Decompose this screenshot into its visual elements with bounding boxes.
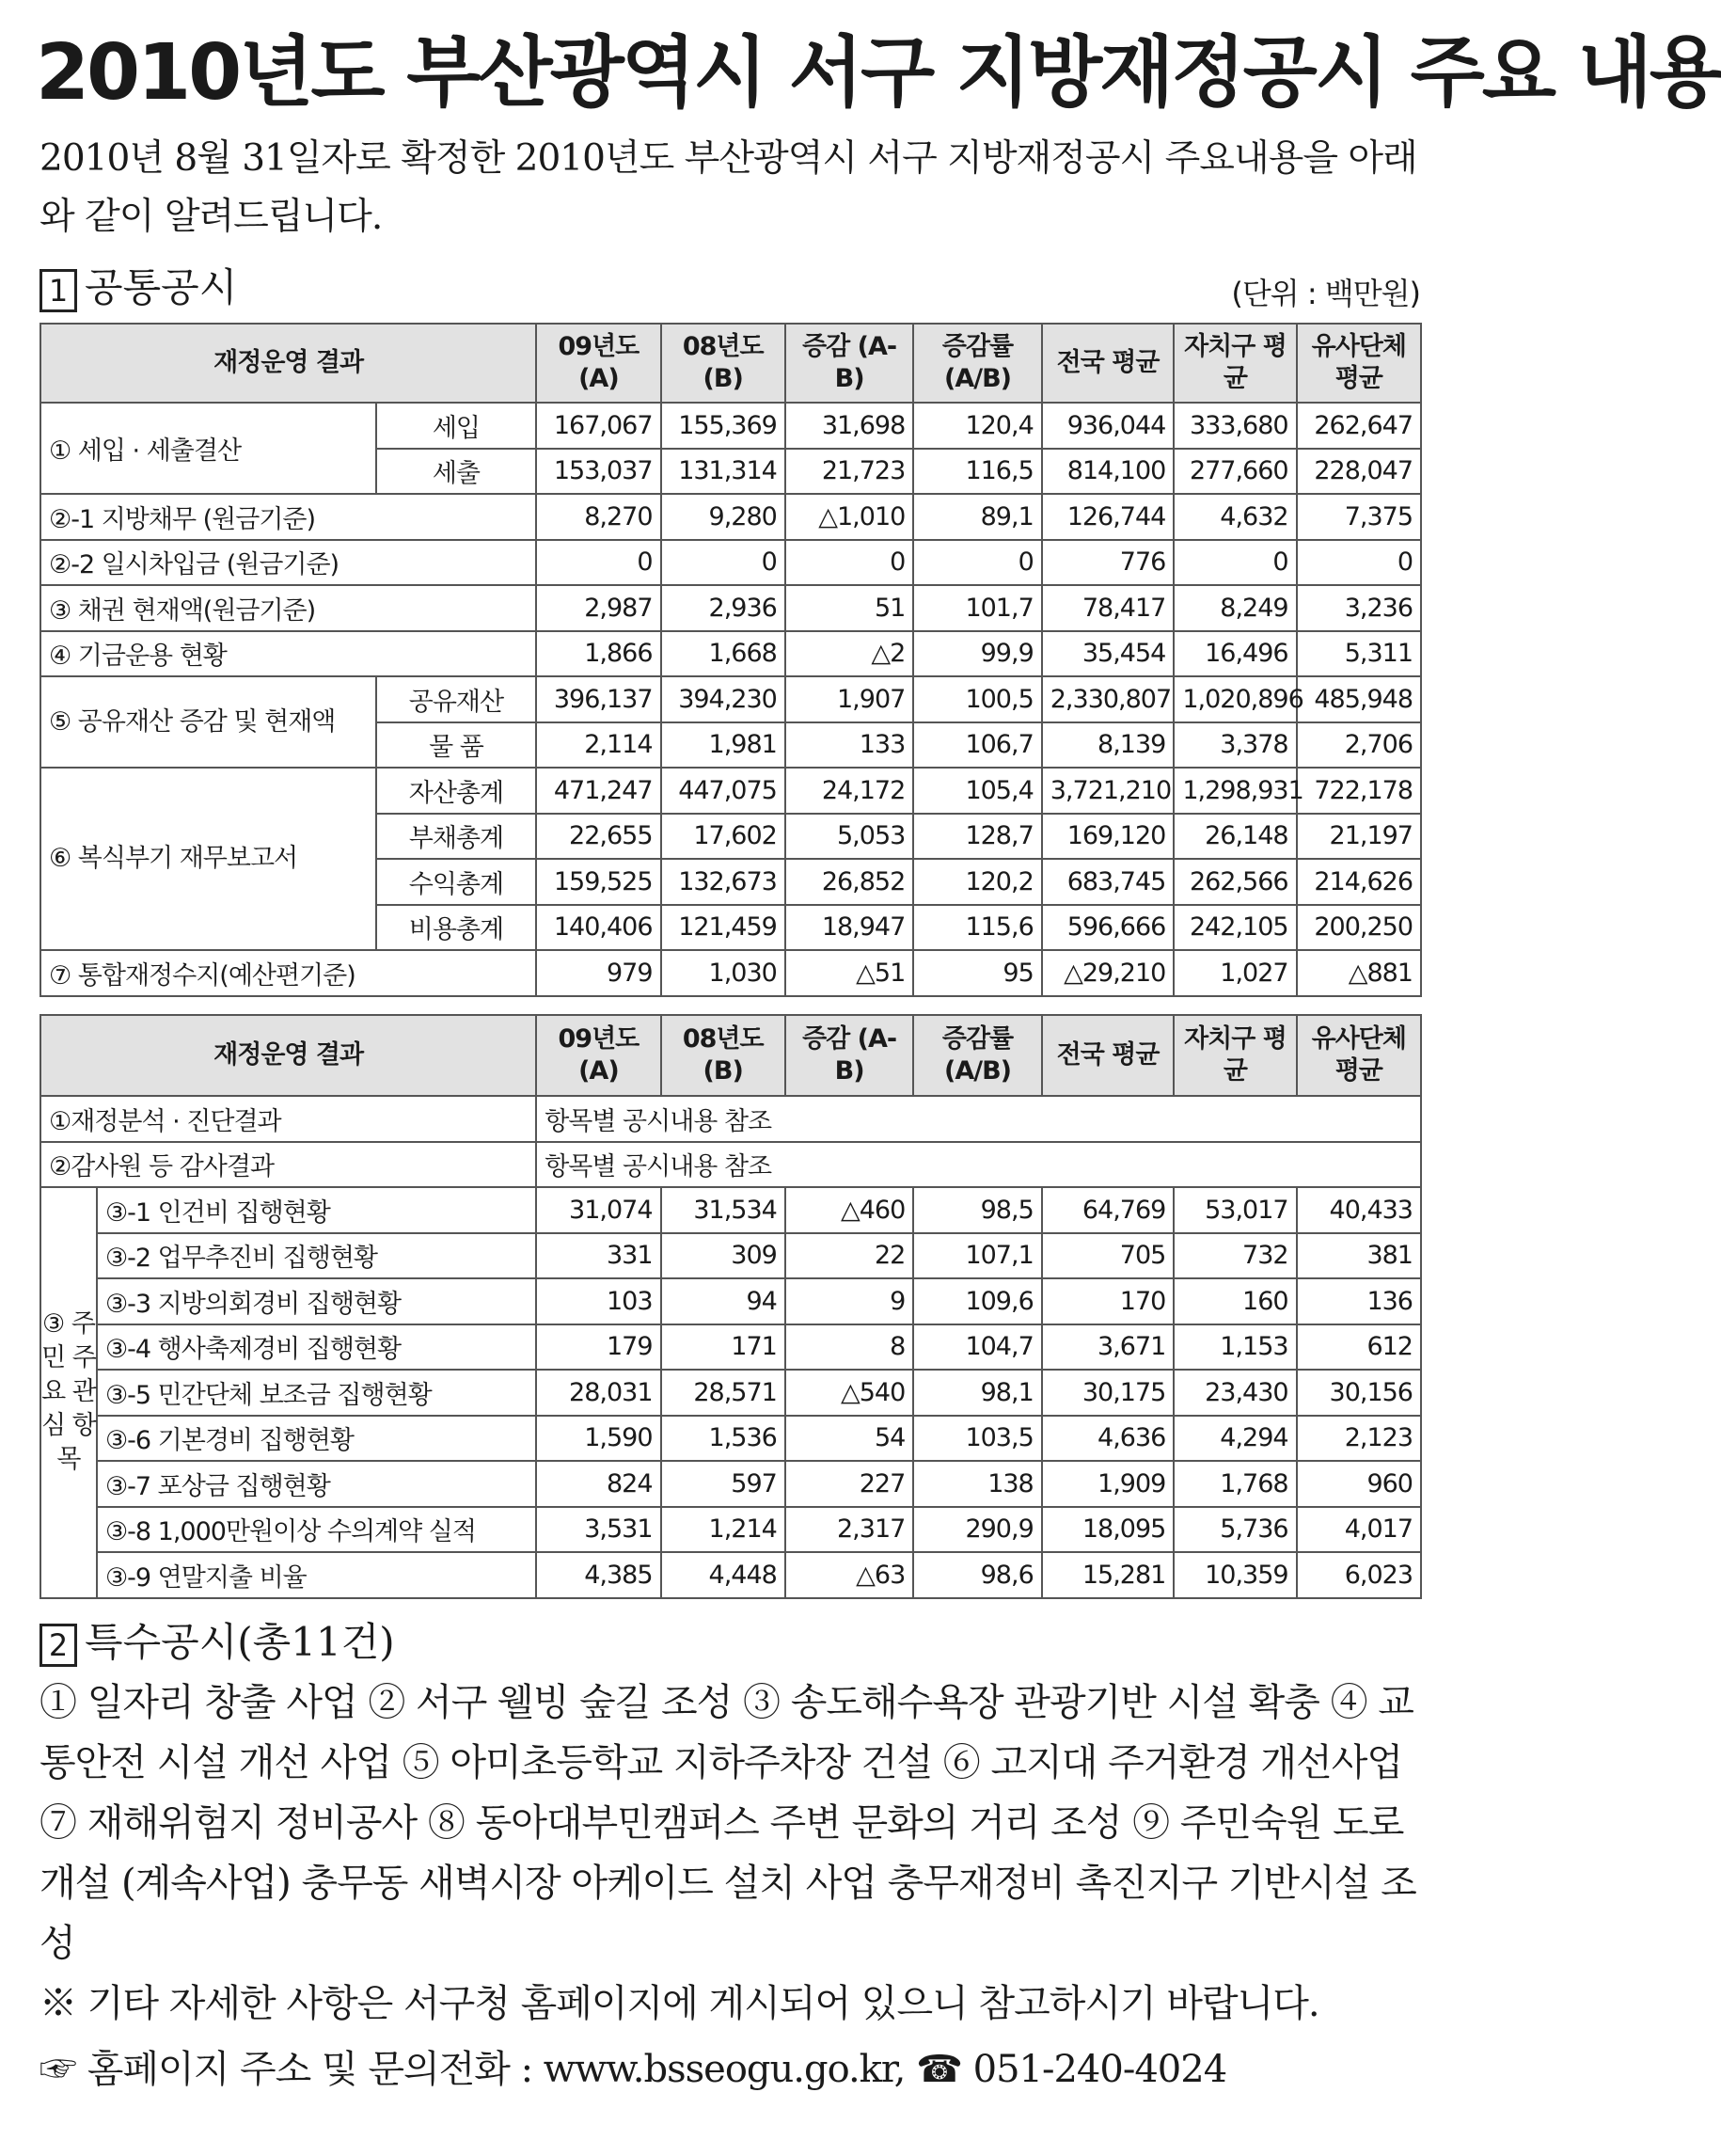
value-cell: 103 <box>536 1278 660 1324</box>
value-cell: 131,314 <box>661 449 785 495</box>
resident-interest-table <box>39 1014 1422 1599</box>
value-cell: 1,153 <box>1174 1324 1296 1371</box>
header-cell: 재정운영 결과 <box>40 1015 536 1096</box>
value-cell: 333,680 <box>1174 403 1296 449</box>
value-cell: 28,031 <box>536 1370 660 1416</box>
value-cell: 4,385 <box>536 1552 660 1598</box>
value-cell: 471,247 <box>536 768 660 814</box>
table-row <box>40 585 1421 631</box>
value-cell: 447,075 <box>661 768 785 814</box>
section1-label: 공통공시 <box>85 264 238 310</box>
value-cell: 596,666 <box>1042 905 1175 951</box>
value-cell: 277,660 <box>1174 449 1296 495</box>
value-cell: 21,723 <box>785 449 913 495</box>
value-cell: 115,6 <box>913 905 1041 951</box>
value-cell: 3,378 <box>1174 722 1296 769</box>
section1-heading <box>39 262 237 314</box>
value-cell: 3,531 <box>536 1507 660 1553</box>
value-cell: 95 <box>913 950 1041 996</box>
value-cell: 3,721,210 <box>1042 768 1175 814</box>
value-cell: 26,852 <box>785 859 913 905</box>
value-cell: △540 <box>785 1370 913 1416</box>
row-note: 항목별 공시내용 참조 <box>536 1142 1421 1188</box>
table-row <box>40 1507 1421 1553</box>
row-label: ③-8 1,000만원이상 수의계약 실적 <box>97 1507 536 1553</box>
header-cell: 증감 (A-B) <box>785 1015 913 1096</box>
value-cell: 979 <box>536 950 660 996</box>
row-label: ③-3 지방의회경비 집행현황 <box>97 1278 536 1324</box>
value-cell: 138 <box>913 1461 1041 1507</box>
value-cell: △29,210 <box>1042 950 1175 996</box>
value-cell: 1,027 <box>1174 950 1296 996</box>
table-row <box>40 1324 1421 1371</box>
row-sublabel: 부채총계 <box>376 814 537 860</box>
value-cell: 1,909 <box>1042 1461 1175 1507</box>
value-cell: 2,706 <box>1297 722 1421 769</box>
header-cell: 유사단체 평균 <box>1297 324 1421 403</box>
value-cell: 64,769 <box>1042 1187 1175 1233</box>
value-cell: 2,114 <box>536 722 660 769</box>
header-cell: 증감률 (A/B) <box>913 324 1041 403</box>
value-cell: 101,7 <box>913 585 1041 631</box>
value-cell: 1,907 <box>785 676 913 722</box>
table-row <box>40 1142 1421 1188</box>
value-cell: 5,311 <box>1297 631 1421 677</box>
value-cell: 94 <box>661 1278 785 1324</box>
value-cell: 136 <box>1297 1278 1421 1324</box>
value-cell: 169,120 <box>1042 814 1175 860</box>
row-sublabel: 자산총계 <box>376 768 537 814</box>
value-cell: 3,671 <box>1042 1324 1175 1371</box>
value-cell: 824 <box>536 1461 660 1507</box>
value-cell: 120,2 <box>913 859 1041 905</box>
value-cell: 23,430 <box>1174 1370 1296 1416</box>
row-label: ⑥ 복식부기 재무보고서 <box>40 768 376 950</box>
value-cell: 89,1 <box>913 494 1041 540</box>
header-cell: 전국 평균 <box>1042 324 1175 403</box>
value-cell: 2,330,807 <box>1042 676 1175 722</box>
value-cell: 1,030 <box>661 950 785 996</box>
value-cell: 776 <box>1042 540 1175 586</box>
value-cell: 126,744 <box>1042 494 1175 540</box>
row-label: ③-4 행사축제경비 집행현황 <box>97 1324 536 1371</box>
row-label: ③-6 기본경비 집행현황 <box>97 1416 536 1462</box>
value-cell: 107,1 <box>913 1233 1041 1279</box>
table-row <box>40 1187 1421 1233</box>
value-cell: 814,100 <box>1042 449 1175 495</box>
row-label: ⑤ 공유재산 증감 및 현재액 <box>40 676 376 768</box>
value-cell: 18,947 <box>785 905 913 951</box>
table-header-row <box>40 324 1421 403</box>
value-cell: 30,175 <box>1042 1370 1175 1416</box>
value-cell: 100,5 <box>913 676 1041 722</box>
value-cell: 132,673 <box>661 859 785 905</box>
value-cell: 51 <box>785 585 913 631</box>
value-cell: 1,020,896 <box>1174 676 1296 722</box>
value-cell: 16,496 <box>1174 631 1296 677</box>
value-cell: 167,067 <box>536 403 660 449</box>
table-row <box>40 1370 1421 1416</box>
row-sublabel: 세입 <box>376 403 537 449</box>
value-cell: 732 <box>1174 1233 1296 1279</box>
row-label: ②-2 일시차입금 (원금기준) <box>40 540 536 586</box>
value-cell: 1,298,931 <box>1174 768 1296 814</box>
value-cell: △63 <box>785 1552 913 1598</box>
value-cell: 2,936 <box>661 585 785 631</box>
value-cell: 133 <box>785 722 913 769</box>
value-cell: 28,571 <box>661 1370 785 1416</box>
value-cell: 103,5 <box>913 1416 1041 1462</box>
value-cell: 4,632 <box>1174 494 1296 540</box>
value-cell: 78,417 <box>1042 585 1175 631</box>
row-sublabel: 물 품 <box>376 722 537 769</box>
value-cell: 0 <box>913 540 1041 586</box>
group-label: ③ 주 민 주 요 관 심 항 목 <box>40 1187 97 1598</box>
header-cell: 전국 평균 <box>1042 1015 1175 1096</box>
value-cell: 105,4 <box>913 768 1041 814</box>
value-cell: 106,7 <box>913 722 1041 769</box>
value-cell: 26,148 <box>1174 814 1296 860</box>
value-cell: 6,023 <box>1297 1552 1421 1598</box>
value-cell: 2,987 <box>536 585 660 631</box>
value-cell: 228,047 <box>1297 449 1421 495</box>
value-cell: 1,768 <box>1174 1461 1296 1507</box>
value-cell: 170 <box>1042 1278 1175 1324</box>
value-cell: 1,214 <box>661 1507 785 1553</box>
value-cell: △2 <box>785 631 913 677</box>
value-cell: 4,017 <box>1297 1507 1421 1553</box>
value-cell: 8,139 <box>1042 722 1175 769</box>
value-cell: 35,454 <box>1042 631 1175 677</box>
value-cell: 612 <box>1297 1324 1421 1371</box>
value-cell: 140,406 <box>536 905 660 951</box>
common-disclosure-table <box>39 323 1422 997</box>
header-cell: 자치구 평균 <box>1174 1015 1296 1096</box>
section1-number: 1 <box>39 269 77 312</box>
row-note: 항목별 공시내용 참조 <box>536 1096 1421 1142</box>
row-label: ③-5 민간단체 보조금 집행현황 <box>97 1370 536 1416</box>
table-row <box>40 1461 1421 1507</box>
row-label: ① 세입 · 세출결산 <box>40 403 376 494</box>
row-label: ①재정분석 · 진단결과 <box>40 1096 536 1142</box>
special-disclosure-list: ① 일자리 창출 사업 ② 서구 웰빙 숲길 조성 ③ 송도해수욕장 관광기반 시설 확충 ④ 교통안전 시설 개선 사업 ⑤ 아미초등학교 지하주차장 건설 ⑥ 고지대 주거환경 개선사업 ⑦ 재해위험지 정비공사 ⑧ 동아대부민캠퍼스 주변 문화의 거리 조성 ⑨ 주민숙원 도로개설 (계속사업) 충무동 새벽시장 아케이드 설치 사업 충무재정비 촉진지구 기반시설 조성 <box>39 1681 1416 1965</box>
value-cell: 1,590 <box>536 1416 660 1462</box>
value-cell: 8 <box>785 1324 913 1371</box>
table-row <box>40 1233 1421 1279</box>
row-sublabel: 공유재산 <box>376 676 537 722</box>
value-cell: 159,525 <box>536 859 660 905</box>
table-row <box>40 403 1421 449</box>
table-row <box>40 1552 1421 1598</box>
row-label: ③-7 포상금 집행현황 <box>97 1461 536 1507</box>
row-label: ②감사원 등 감사결과 <box>40 1142 536 1188</box>
value-cell: 104,7 <box>913 1324 1041 1371</box>
header-cell: 재정운영 결과 <box>40 324 536 403</box>
value-cell: 7,375 <box>1297 494 1421 540</box>
value-cell: 128,7 <box>913 814 1041 860</box>
header-cell: 증감 (A-B) <box>785 324 913 403</box>
value-cell: 0 <box>1297 540 1421 586</box>
header-cell: 증감률 (A/B) <box>913 1015 1041 1096</box>
value-cell: 21,197 <box>1297 814 1421 860</box>
value-cell: △460 <box>785 1187 913 1233</box>
value-cell: 3,236 <box>1297 585 1421 631</box>
value-cell: 1,668 <box>661 631 785 677</box>
row-label: ④ 기금운용 현황 <box>40 631 536 677</box>
row-label: ③-2 업무추진비 집행현황 <box>97 1233 536 1279</box>
value-cell: 262,566 <box>1174 859 1296 905</box>
header-cell: 유사단체 평균 <box>1297 1015 1421 1096</box>
section2-heading <box>39 1616 395 1669</box>
contact-info: ☞ 홈페이지 주소 및 문의전화 : www.bsseogu.go.kr, ☎ 051-240-4024 <box>39 2048 1227 2091</box>
value-cell: 98,5 <box>913 1187 1041 1233</box>
value-cell: 290,9 <box>913 1507 1041 1553</box>
header-cell: 08년도 (B) <box>661 324 785 403</box>
row-label: ⑦ 통합재정수지(예산편기준) <box>40 950 536 996</box>
value-cell: 200,250 <box>1297 905 1421 951</box>
value-cell: △51 <box>785 950 913 996</box>
row-sublabel: 세출 <box>376 449 537 495</box>
table-row <box>40 494 1421 540</box>
value-cell: 15,281 <box>1042 1552 1175 1598</box>
value-cell: 331 <box>536 1233 660 1279</box>
value-cell: 4,294 <box>1174 1416 1296 1462</box>
value-cell: 396,137 <box>536 676 660 722</box>
table-row <box>40 768 1421 814</box>
value-cell: 40,433 <box>1297 1187 1421 1233</box>
value-cell: 120,4 <box>913 403 1041 449</box>
value-cell: 705 <box>1042 1233 1175 1279</box>
value-cell: 98,6 <box>913 1552 1041 1598</box>
value-cell: 9 <box>785 1278 913 1324</box>
value-cell: 1,536 <box>661 1416 785 1462</box>
page-title: 2010년도 부산광역시 서구 지방재정공시 주요 내용 <box>36 28 1721 118</box>
row-sublabel: 수익총계 <box>376 859 537 905</box>
value-cell: 30,156 <box>1297 1370 1421 1416</box>
value-cell: 227 <box>785 1461 913 1507</box>
value-cell: 22,655 <box>536 814 660 860</box>
table-row <box>40 540 1421 586</box>
header-cell: 08년도 (B) <box>661 1015 785 1096</box>
row-label: ③-1 인건비 집행현황 <box>97 1187 536 1233</box>
value-cell: 17,602 <box>661 814 785 860</box>
value-cell: 5,736 <box>1174 1507 1296 1553</box>
value-cell: 381 <box>1297 1233 1421 1279</box>
value-cell: 31,074 <box>536 1187 660 1233</box>
value-cell: 22 <box>785 1233 913 1279</box>
value-cell: 171 <box>661 1324 785 1371</box>
value-cell: 2,123 <box>1297 1416 1421 1462</box>
value-cell: 121,459 <box>661 905 785 951</box>
value-cell: 0 <box>1174 540 1296 586</box>
intro-text: 2010년 8월 31일자로 확정한 2010년도 부산광역시 서구 지방재정공시 주요내용을 아래와 같이 알려드립니다. <box>39 137 1417 238</box>
value-cell: 10,359 <box>1174 1552 1296 1598</box>
value-cell: 8,270 <box>536 494 660 540</box>
unit-label: (단위 : 백만원) <box>1231 276 1420 311</box>
value-cell: 1,866 <box>536 631 660 677</box>
table-row <box>40 1278 1421 1324</box>
value-cell: 1,981 <box>661 722 785 769</box>
value-cell: 4,448 <box>661 1552 785 1598</box>
value-cell: △881 <box>1297 950 1421 996</box>
section2-label: 특수공시(총11건) <box>85 1619 395 1665</box>
value-cell: 309 <box>661 1233 785 1279</box>
row-label: ②-1 지방채무 (원금기준) <box>40 494 536 540</box>
value-cell: 683,745 <box>1042 859 1175 905</box>
value-cell: 99,9 <box>913 631 1041 677</box>
row-label: ③-9 연말지출 비율 <box>97 1552 536 1598</box>
value-cell: 722,178 <box>1297 768 1421 814</box>
value-cell: 5,053 <box>785 814 913 860</box>
table-row <box>40 1416 1421 1462</box>
value-cell: 31,534 <box>661 1187 785 1233</box>
value-cell: 109,6 <box>913 1278 1041 1324</box>
value-cell: 936,044 <box>1042 403 1175 449</box>
value-cell: 394,230 <box>661 676 785 722</box>
table-row <box>40 950 1421 996</box>
value-cell: 262,647 <box>1297 403 1421 449</box>
table-header-row <box>40 1015 1421 1096</box>
value-cell: 4,636 <box>1042 1416 1175 1462</box>
value-cell: 9,280 <box>661 494 785 540</box>
header-cell: 09년도 (A) <box>536 1015 660 1096</box>
header-cell: 09년도 (A) <box>536 324 660 403</box>
table-row <box>40 1096 1421 1142</box>
footnote: ※ 기타 자세한 사항은 서구청 홈페이지에 게시되어 있으니 참고하시기 바랍니다. <box>39 1982 1319 2025</box>
section2-number: 2 <box>39 1624 77 1667</box>
value-cell: 8,249 <box>1174 585 1296 631</box>
value-cell: 242,105 <box>1174 905 1296 951</box>
value-cell: 18,095 <box>1042 1507 1175 1553</box>
value-cell: 31,698 <box>785 403 913 449</box>
value-cell: 214,626 <box>1297 859 1421 905</box>
value-cell: 153,037 <box>536 449 660 495</box>
value-cell: 98,1 <box>913 1370 1041 1416</box>
value-cell: 0 <box>661 540 785 586</box>
value-cell: 2,317 <box>785 1507 913 1553</box>
row-sublabel: 비용총계 <box>376 905 537 951</box>
value-cell: 597 <box>661 1461 785 1507</box>
value-cell: 0 <box>536 540 660 586</box>
value-cell: 24,172 <box>785 768 913 814</box>
header-cell: 자치구 평균 <box>1174 324 1296 403</box>
row-label: ③ 채권 현재액(원금기준) <box>40 585 536 631</box>
value-cell: 155,369 <box>661 403 785 449</box>
value-cell: △1,010 <box>785 494 913 540</box>
value-cell: 53,017 <box>1174 1187 1296 1233</box>
value-cell: 116,5 <box>913 449 1041 495</box>
value-cell: 160 <box>1174 1278 1296 1324</box>
value-cell: 960 <box>1297 1461 1421 1507</box>
table-row <box>40 631 1421 677</box>
table-row <box>40 676 1421 722</box>
value-cell: 485,948 <box>1297 676 1421 722</box>
value-cell: 0 <box>785 540 913 586</box>
value-cell: 54 <box>785 1416 913 1462</box>
value-cell: 179 <box>536 1324 660 1371</box>
